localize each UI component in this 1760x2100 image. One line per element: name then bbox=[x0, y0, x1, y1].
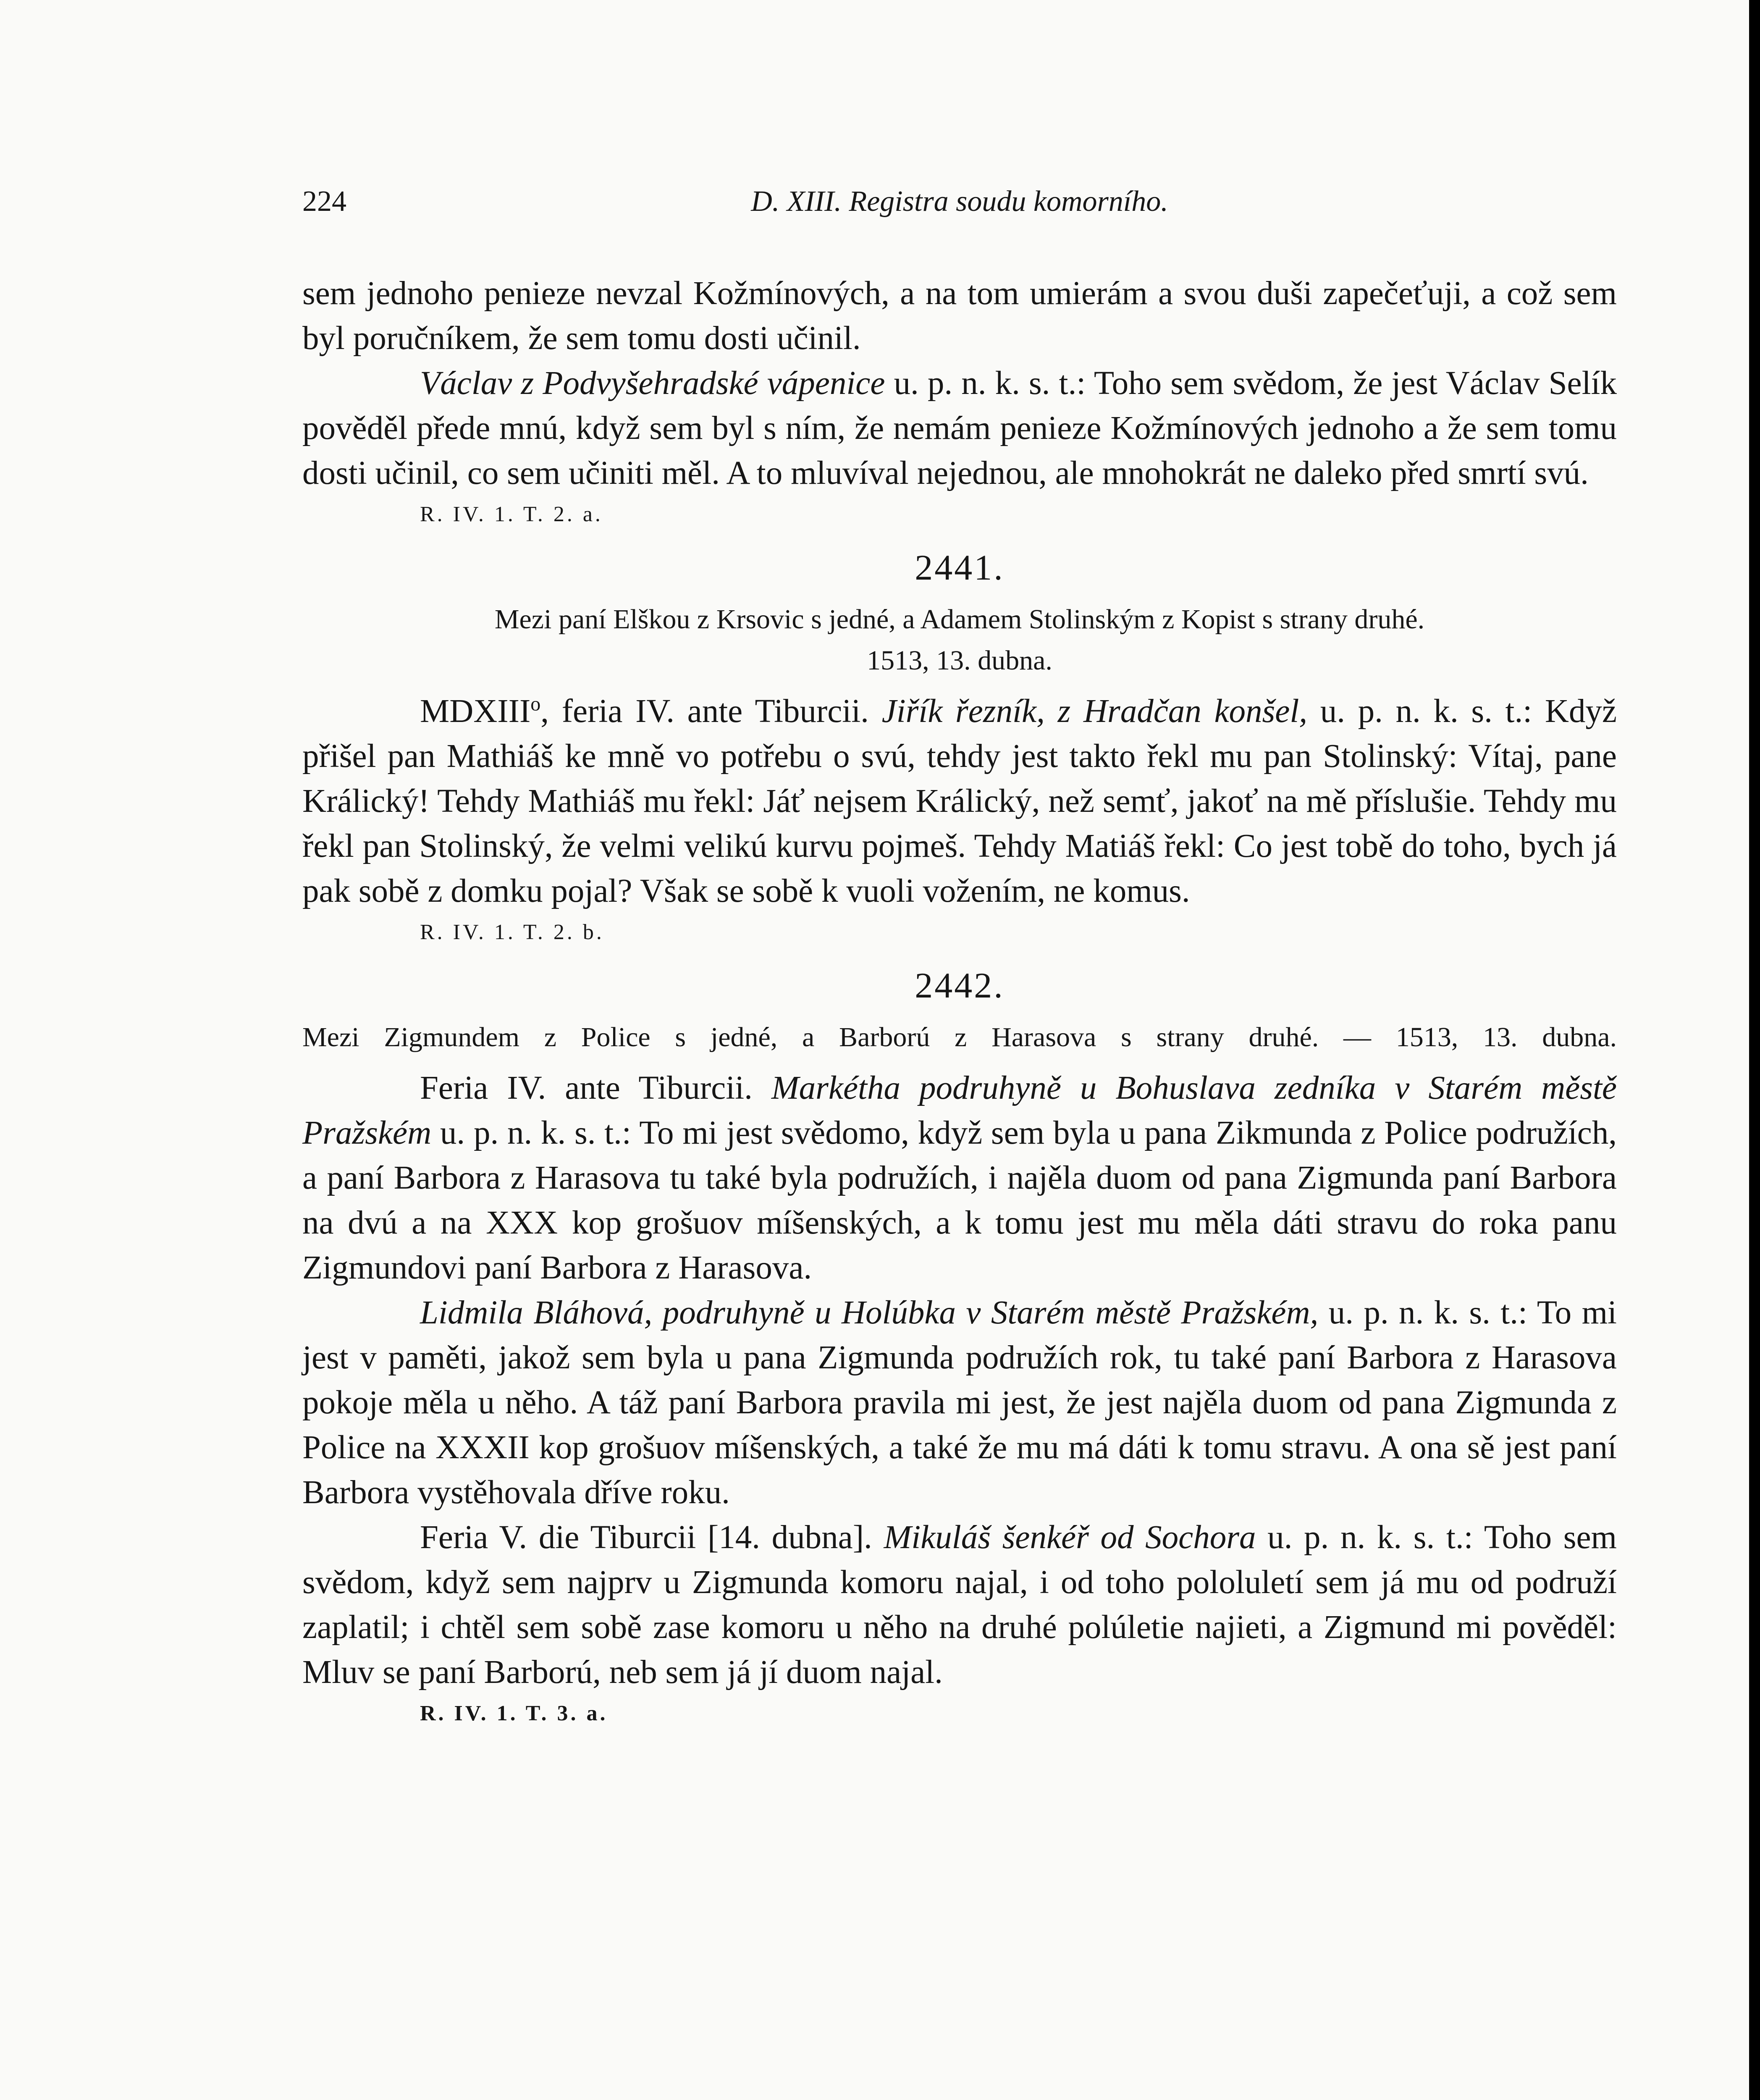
intro-paragraph bbox=[302, 271, 1617, 361]
entry-2442-testimony-3 bbox=[302, 1515, 1617, 1695]
entry-2441-testimony bbox=[302, 689, 1617, 914]
witness-name: Mikuláš šenkéř od Sochora bbox=[884, 1519, 1256, 1556]
register-reference: R. IV. 1. T. 2. b. bbox=[420, 920, 604, 944]
register-reference: R. IV. 1. T. 2. a. bbox=[420, 502, 603, 526]
entry-summary-2441 bbox=[302, 599, 1617, 681]
date-text: Feria V. die Tiburcii [14. dubna]. bbox=[420, 1519, 884, 1556]
date-text: Feria IV. ante Tiburcii. bbox=[420, 1070, 771, 1106]
entry-summary-2442: Mezi Zigmundem z Police s jedné, a Barború z Harasova s strany druhé. — 1513, 13. dubna. bbox=[302, 1022, 1617, 1053]
document-page bbox=[302, 181, 1617, 1730]
testimony-text: u. p. n. k. s. t.: Toho sem svědom, že jest Václav Selík pověděl přede mnú, když sem byl s ním, že nemám penieze Kožmínových jednoho a že sem tomu dosti učinil, co sem učiniti měl. A to mluvíval nejednou, ale mnohokrát ne daleko před smrtí svú. bbox=[302, 365, 1617, 491]
witness-name: Lidmila Bláhová, podruhyně u Holúbka v Starém městě Pražském, bbox=[420, 1294, 1319, 1331]
witness-name: Markétha podruhyně u Bohuslava zedníka v Starém městě Pražském bbox=[302, 1070, 1617, 1151]
page-body bbox=[302, 271, 1617, 1730]
register-reference: R. IV. 1. T. 3. a. bbox=[420, 1701, 608, 1725]
testimony-text: u. p. n. k. s. t.: Toho sem svědom, když sem najprv u Zigmunda komoru najal, i od toho pololuletí sem já mu od podruží zaplatil; i chtěl sem sobě zase komoru u něho na druhé polúletie najieti, a Zigmund mi pověděl: Mluv se paní Barború, neb sem já jí duom najal. bbox=[302, 1519, 1617, 1690]
testimony-vaclav bbox=[302, 361, 1617, 496]
entry-2442-testimony-2 bbox=[302, 1290, 1617, 1515]
date-superscript: o bbox=[530, 693, 541, 715]
summary-line: Mezi paní Elškou z Krsovic s jedné, a Adamem Stolinským z Kopist s strany druhé. bbox=[494, 604, 1425, 635]
entry-number-2442: 2442. bbox=[915, 965, 1005, 1005]
summary-date: 1513, 13. dubna. bbox=[867, 645, 1052, 676]
intro-text: sem jednoho penieze nevzal Kožmínových, a na tom umierám a svou duši zapečeťuji, a což sem byl poručníkem, že sem tomu dosti učinil. bbox=[302, 275, 1617, 357]
witness-name: Václav z Podvyšehradské vápenice bbox=[420, 365, 885, 402]
testimony-text: u. p. n. k. s. t.: To mi jest v paměti, jakož sem byla u pana Zigmunda podružích rok, tu také paní Barbora z Harasova pokoje měla u něho. A táž paní Barbora pravila mi jest, že jest najěla duom od pana Zigmunda z Police na XXXII kop grošuov míšenských, a také že mu má dáti k tomu stravu. A ona sě jest paní Barbora vystěhovala dříve roku. bbox=[302, 1294, 1617, 1511]
entry-2442-testimony-1 bbox=[302, 1066, 1617, 1290]
testimony-text: u. p. n. k. s. t.: Když přišel pan Mathiáš ke mně vo potřebu o svú, tehdy jest takto řekl mu pan Stolinský: Vítaj, pane Králický! Tehdy Mathiáš mu řekl: Jáť nejsem Králický, než semť, jakoť na mě příslušie. Tehdy mu řekl pan Stolinský, že velmi velikú kurvu pojmeš. Tehdy Matiáš řekl: Co jest tobě do toho, bych já pak sobě z domku pojal? Však se sobě k vuoli vožením, ne komus. bbox=[302, 693, 1617, 909]
witness-name: Jiřík řezník, z Hradčan konšel, bbox=[881, 693, 1308, 730]
page-number: 224 bbox=[302, 185, 346, 218]
date-text: MDXIII bbox=[420, 693, 531, 730]
entry-number-2441: 2441. bbox=[915, 547, 1005, 588]
testimony-text: u. p. n. k. s. t.: To mi jest svědomo, když sem byla u pana Zikmunda z Police podružích, a paní Barbora z Harasova tu také byla podružích, i najěla duom od pana Zigmunda paní Barbora na dvú a na XXX kop grošuov míšenských, a k tomu jest mu měla dáti stravu do roka panu Zigmundovi paní Barbora z Harasova. bbox=[302, 1115, 1617, 1286]
date-rest: , feria IV. ante Tiburcii. bbox=[540, 693, 882, 730]
running-title: D. XIII. Registra soudu komorního. bbox=[751, 185, 1168, 218]
page-header bbox=[302, 181, 1617, 223]
